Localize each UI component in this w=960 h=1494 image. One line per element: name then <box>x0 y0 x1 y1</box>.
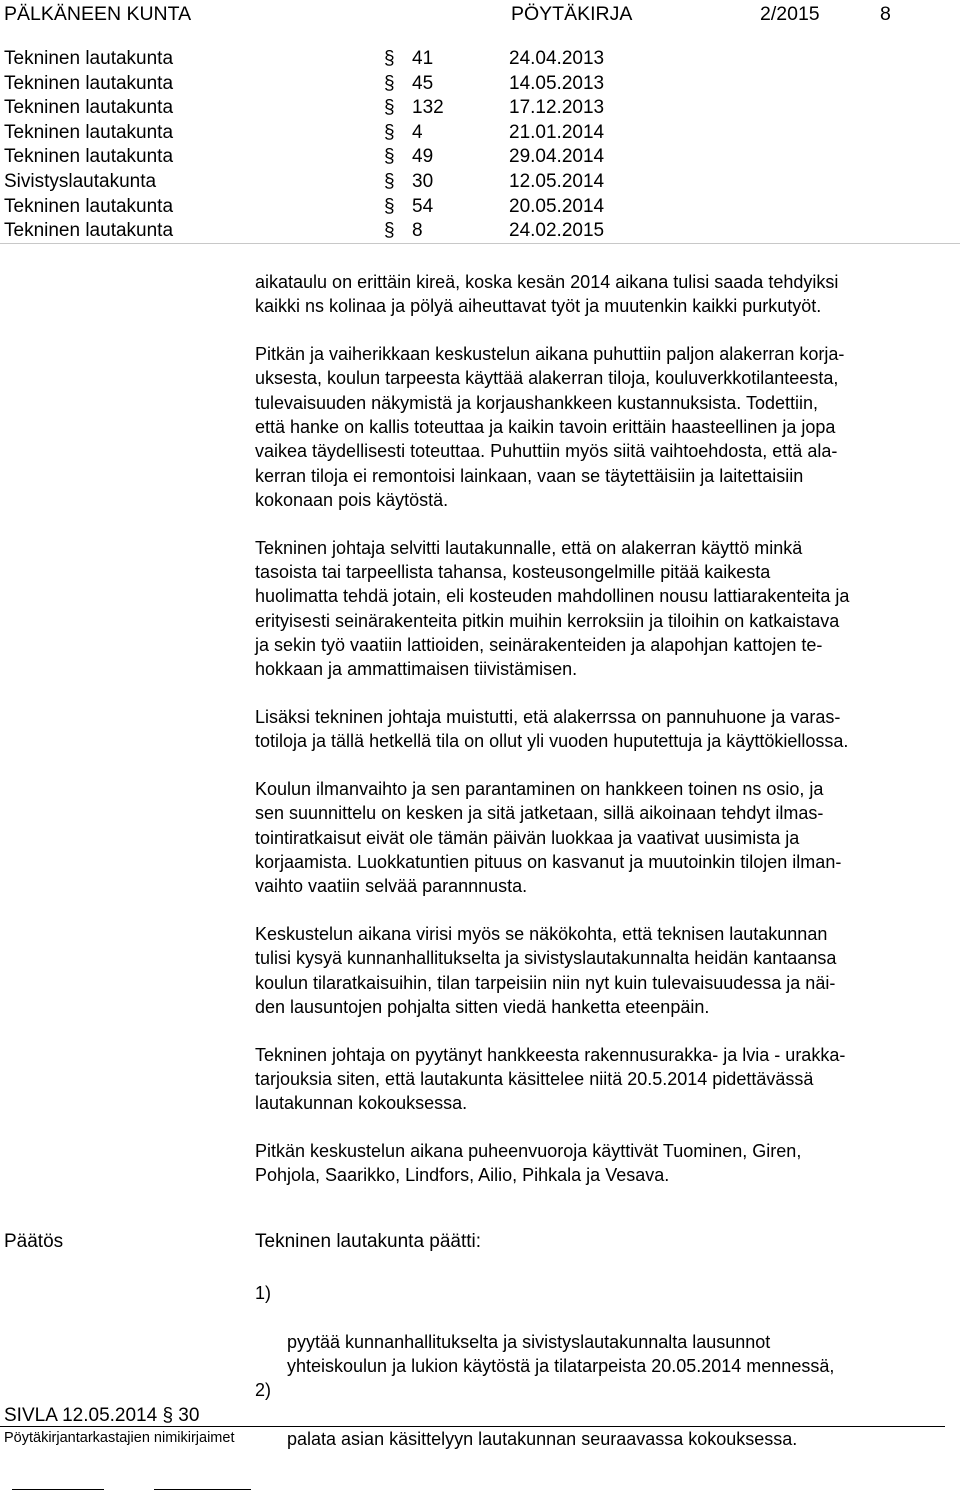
footer-reference: SIVLA 12.05.2014 § 30 <box>4 1405 200 1426</box>
reference-number: 49 <box>412 146 434 168</box>
decision-title: Tekninen lautakunta päätti: <box>255 1231 482 1252</box>
section-sign: § <box>384 97 395 119</box>
reference-number: 8 <box>412 220 423 242</box>
reference-body: Sivistyslautakunta <box>4 170 157 192</box>
reference-number: 54 <box>412 195 434 217</box>
reference-list <box>0 47 960 244</box>
reference-number: 30 <box>412 170 434 192</box>
paragraph: Pitkän keskustelun aikana puheenvuoroja käyttivät Tuominen, Giren, Pohjola, Saarikko, Lindfors, Ailio, Pihkala ja Vesava. <box>255 1141 802 1186</box>
reference-row <box>0 195 960 220</box>
reference-body: Tekninen lautakunta <box>4 97 174 119</box>
paragraph: Koulun ilmanvaihto ja sen parantaminen on hankkeen toinen ns osio, ja sen suunnittelu on kesken ja sitä jatketaan, sillä aikoinaan tehdyt ilmas- tointiratkaisut eivät ole tämän päivän luokkaa ja vaativat uusimista ja korjaamista. Luokkatuntien pituus on kasvanut ja muutoinkin tilojen ilman- vaihto vaatiin selvää parannnusta. <box>255 779 842 897</box>
paragraph: Pitkän ja vaiherikkaan keskustelun aikana puhuttiin paljon alakerran korja- uksesta, koulun tarpeesta käyttää alakerran tiloja, kouluverkkotilanteesta, tulevaisuuden näkymistä ja korjaushankkeen kustannuksista. Todettiin, että hanke on kallis toteuttaa ja kaikin tavoin erittäin haasteellinen ja jopa vaikea täydellisesti toteuttaa. Puhuttiin myös siitä vaihtoehdosta, että ala- kerran tiloja ei remontoisi lainkaan, vaan se täytettäisiin ja laitettaisiin kokonaan pois käytöstä. <box>255 344 845 510</box>
reference-date: 12.05.2014 <box>509 170 605 192</box>
reference-row <box>0 121 960 146</box>
reference-number: 4 <box>412 121 423 143</box>
page-number: 8 <box>880 3 891 25</box>
document-type: PÖYTÄKIRJA <box>511 3 633 25</box>
footer-divider <box>0 1426 945 1427</box>
reference-row <box>0 72 960 97</box>
header-divider <box>0 243 960 244</box>
paragraph: Lisäksi tekninen johtaja muistutti, etä alakerrssa on pannuhuone ja varas- totiloja ja tällä hetkellä tila on ollut yli vuoden huputettuja ja käyttökiellossa. <box>255 706 849 752</box>
decision-label: Päätös <box>4 1231 64 1252</box>
paragraph: aikataulu on erittäin kireä, koska kesän 2014 aikana tulisi saada tehdyiksi kaikki ns kolinaa ja pölyä aiheuttavat työt ja muutenkin kaikki purkutyöt. <box>255 272 839 317</box>
section-sign: § <box>384 121 395 143</box>
reference-body: Tekninen lautakunta <box>4 121 174 143</box>
reference-date: 29.04.2014 <box>509 146 605 168</box>
reference-body: Tekninen lautakunta <box>4 72 174 94</box>
section-sign: § <box>384 220 395 242</box>
initials-caption: Pöytäkirjantarkastajien nimikirjaimet <box>4 1430 235 1446</box>
reference-row <box>0 170 960 195</box>
reference-number: 41 <box>412 48 434 69</box>
decision-item-number: 1) <box>255 1283 272 1303</box>
issue-number: 2/2015 <box>760 3 820 25</box>
section-sign: § <box>384 48 395 69</box>
reference-row <box>0 219 960 244</box>
decision-item-number: 2) <box>255 1380 272 1401</box>
reference-date: 21.01.2014 <box>509 121 605 143</box>
decision-item <box>255 1378 955 1451</box>
section-sign: § <box>384 72 395 94</box>
section-sign: § <box>384 146 395 168</box>
reference-row <box>0 145 960 170</box>
reference-body: Tekninen lautakunta <box>4 146 174 168</box>
paragraph: Keskustelun aikana virisi myös se näkökohta, että teknisen lautakunnan tulisi kysyä kunnanhallitukselta ja sivistyslautakunnalta heidän kantaansa koulun tilaratkaisuihin, tilan tarpeisiin niin nyt kuin tulevaisuudessa ja näi- den lausuntojen pohjalta sitten viedä hanketta eteenpäin. <box>255 924 837 1017</box>
paragraph: Tekninen johtaja on pyytänyt hankkeesta rakennusurakka- ja lvia - urakka- tarjouksia siten, että lautakunta käsittelee niitä 20.5.2014 pidettävässä lautakunnan kokouksessa. <box>255 1044 846 1114</box>
municipality-name: PÄLKÄNEEN KUNTA <box>4 3 192 25</box>
reference-number: 132 <box>412 97 444 119</box>
reference-body: Tekninen lautakunta <box>4 195 174 217</box>
page-header <box>0 0 960 32</box>
decision-item-text: palata asian käsittelyyn lautakunnan seuraavassa kokouksessa. <box>287 1428 798 1449</box>
initials-line-2 <box>154 1489 251 1490</box>
reference-date: 17.12.2013 <box>509 97 605 119</box>
initials-line-1 <box>12 1489 104 1490</box>
decision-item <box>255 1281 955 1378</box>
reference-date: 24.02.2015 <box>509 220 605 242</box>
reference-number: 45 <box>412 72 434 94</box>
reference-date: 14.05.2013 <box>509 72 605 94</box>
minutes-body <box>255 270 957 1211</box>
reference-row <box>0 47 960 72</box>
paragraph: Tekninen johtaja selvitti lautakunnalle, että on alakerran käyttö minkä tasoista tai tarpeellista tahansa, kosteusongelmille pitää kaikesta huolimatta tehdä jotain, eli kosteuden mahdollinen nousu lattiarakenteita ja erityisesti seinärakenteita pitkin muihin kerroksiin ja tiloihin on katkaistava ja sekin työ vaatiin lattioiden, seinärakenteiden ja alapohjan kattojen te- hokkaan ja ammattimaisen tiivistämisen. <box>255 537 850 680</box>
reference-body: Tekninen lautakunta <box>4 220 174 242</box>
section-sign: § <box>384 195 395 217</box>
section-sign: § <box>384 170 395 192</box>
decision-item-text: pyytää kunnanhallitukselta ja sivistyslautakunnalta lausunnot yhteiskoulun ja lukion käytöstä ja tilatarpeista 20.05.2014 mennessä, <box>287 1331 835 1376</box>
reference-row <box>0 96 960 121</box>
reference-body: Tekninen lautakunta <box>4 48 174 69</box>
reference-date: 20.05.2014 <box>509 195 605 217</box>
reference-date: 24.04.2013 <box>509 48 605 69</box>
